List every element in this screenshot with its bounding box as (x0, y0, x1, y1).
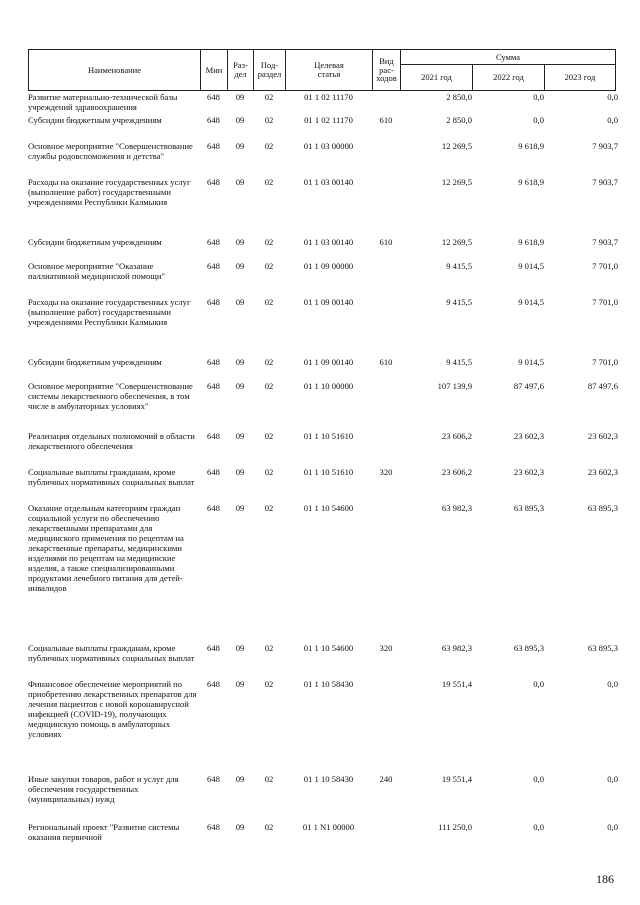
row-name: Субсидии бюджетным учреждениям (28, 115, 162, 125)
header-year-2023: 2023 год (564, 72, 596, 82)
row-name: Расходы на оказание государственных услуг (выполнение работ) государственными учреждениями Республики Калмыкия (28, 297, 191, 327)
row-sum-2022: 0,0 (533, 679, 544, 689)
row-sum-2022: 23 602,3 (513, 467, 544, 477)
row-sum-2022: 23 602,3 (513, 431, 544, 441)
header-sum: Сумма (401, 50, 615, 65)
table-row (28, 503, 618, 643)
table-row (28, 774, 618, 822)
row-sum-2022: 0,0 (533, 822, 544, 832)
row-ministry: 648 (207, 177, 220, 187)
row-sum-2021: 9 415,5 (446, 261, 472, 271)
row-subsection: 02 (264, 679, 274, 689)
row-target-article: 01 1 10 51610 (303, 431, 354, 441)
table-row (28, 643, 618, 679)
row-target-article: 01 1 09 00000 (303, 261, 354, 271)
row-sum-2023: 23 602,3 (587, 467, 618, 477)
row-sum-2022: 63 895,3 (513, 503, 544, 513)
row-name: Расходы на оказание государственных услуг (выполнение работ) государственными учреждениями Республики Калмыкия (28, 177, 191, 207)
row-target-article: 01 1 02 11170 (304, 92, 353, 102)
table-row (28, 679, 618, 774)
table-row (28, 297, 618, 357)
row-section: 09 (235, 431, 245, 441)
row-section: 09 (235, 467, 245, 477)
row-section: 09 (235, 297, 245, 307)
header-name: Наименование (29, 50, 201, 90)
row-ministry: 648 (207, 467, 220, 477)
row-section: 09 (235, 261, 245, 271)
row-sum-2021: 19 551,4 (441, 774, 472, 784)
row-section: 09 (235, 822, 245, 832)
row-target-article: 01 1 10 00000 (303, 381, 354, 391)
row-name: Социальные выплаты гражданам, кроме публичных нормативных социальных выплат (28, 643, 195, 663)
row-name: Реализация отдельных полномочий в области лекарственного обеспечения (28, 431, 195, 451)
header-year-2021: 2021 год (401, 64, 473, 90)
row-section: 09 (235, 503, 245, 513)
row-expense-type (372, 822, 400, 852)
row-sum-2022: 0,0 (533, 92, 544, 102)
row-sum-2022: 87 497,6 (513, 381, 544, 391)
budget-table (28, 92, 618, 852)
row-expense-type: 610 (379, 237, 393, 247)
row-expense-type (372, 679, 400, 774)
table-row (28, 822, 618, 852)
row-sum-2022: 63 895,3 (513, 643, 544, 653)
header-target-article: Целевая статья (286, 50, 373, 90)
table-row (28, 177, 618, 237)
row-subsection: 02 (264, 92, 274, 102)
table-row (28, 381, 618, 431)
row-target-article: 01 1 10 58430 (303, 679, 354, 689)
row-expense-type: 610 (379, 357, 393, 367)
row-ministry: 648 (207, 115, 220, 125)
page-number: 186 (596, 872, 614, 886)
row-sum-2022: 9 618,9 (518, 177, 544, 187)
row-sum-2023: 7 701,0 (592, 357, 618, 367)
row-sum-2021: 2 850,0 (446, 115, 472, 125)
row-name: Иные закупки товаров, работ и услуг для обеспечения государственных (муниципальных) нужд (28, 774, 179, 804)
row-sum-2023: 63 895,3 (587, 643, 618, 653)
row-expense-type (372, 177, 400, 237)
row-target-article: 01 1 10 54600 (303, 643, 354, 653)
row-section: 09 (235, 92, 245, 102)
row-subsection: 02 (264, 503, 274, 513)
header-year-2022: 2022 год (473, 64, 545, 90)
row-name: Социальные выплаты гражданам, кроме публичных нормативных социальных выплат (28, 467, 195, 487)
row-name: Субсидии бюджетным учреждениям (28, 357, 162, 367)
row-name: Региональный проект "Развитие системы оказания первичной (28, 822, 180, 842)
row-target-article: 01 1 09 00140 (303, 297, 354, 307)
row-sum-2021: 23 606,2 (441, 431, 472, 441)
row-sum-2021: 9 415,5 (446, 357, 472, 367)
row-expense-type (372, 297, 400, 357)
row-sum-2022: 9 014,5 (518, 261, 544, 271)
row-subsection: 02 (264, 297, 274, 307)
row-expense-type (372, 141, 400, 177)
row-ministry: 648 (207, 503, 220, 513)
row-sum-2021: 111 250,0 (438, 822, 472, 832)
row-target-article: 01 1 09 00140 (303, 357, 354, 367)
row-section: 09 (235, 643, 245, 653)
row-section: 09 (235, 141, 245, 151)
row-sum-2023: 7 903,7 (592, 141, 618, 151)
row-expense-type (372, 503, 400, 643)
row-ministry: 648 (207, 679, 220, 689)
row-sum-2021: 63 982,3 (441, 503, 472, 513)
row-sum-2023: 0,0 (607, 115, 618, 125)
row-subsection: 02 (264, 261, 274, 271)
row-section: 09 (235, 237, 245, 247)
row-sum-2021: 2 850,0 (446, 92, 472, 102)
row-subsection: 02 (264, 357, 274, 367)
row-ministry: 648 (207, 357, 220, 367)
row-sum-2021: 63 982,3 (441, 643, 472, 653)
table-row (28, 92, 618, 115)
row-subsection: 02 (264, 822, 274, 832)
row-target-article: 01 1 02 11170 (304, 115, 353, 125)
row-subsection: 02 (264, 431, 274, 441)
row-ministry: 648 (207, 141, 220, 151)
header-razdel: Раз- дел (228, 50, 254, 90)
row-ministry: 648 (207, 92, 220, 102)
row-section: 09 (235, 177, 245, 187)
row-name: Основное мероприятие "Оказание паллиативной медицинской помощи" (28, 261, 166, 281)
row-sum-2023: 0,0 (607, 92, 618, 102)
row-sum-2021: 23 606,2 (441, 467, 472, 477)
table-row (28, 141, 618, 177)
row-sum-2023: 7 903,7 (592, 177, 618, 187)
row-expense-type (372, 431, 400, 467)
row-sum-2022: 9 618,9 (518, 141, 544, 151)
row-sum-2023: 7 701,0 (592, 297, 618, 307)
row-sum-2021: 12 269,5 (441, 141, 472, 151)
header-expense-type: Вид рас- ходов (373, 50, 401, 90)
row-ministry: 648 (207, 381, 220, 391)
header-podrazdel: Под- раздел (254, 50, 286, 90)
row-subsection: 02 (264, 643, 274, 653)
row-sum-2023: 7 903,7 (592, 237, 618, 247)
row-name: Основное мероприятие "Совершенствование системы лекарственного обеспечения, в том числе в амбулаторных условиях" (28, 381, 193, 411)
row-subsection: 02 (264, 237, 274, 247)
table-row (28, 115, 618, 141)
row-sum-2021: 107 139,9 (437, 381, 472, 391)
row-sum-2023: 0,0 (607, 822, 618, 832)
row-target-article: 01 1 03 00000 (303, 141, 354, 151)
row-expense-type (372, 92, 400, 115)
row-sum-2022: 0,0 (533, 115, 544, 125)
row-sum-2021: 9 415,5 (446, 297, 472, 307)
row-sum-2022: 9 014,5 (518, 297, 544, 307)
row-section: 09 (235, 679, 245, 689)
table-row (28, 467, 618, 503)
row-sum-2021: 12 269,5 (441, 177, 472, 187)
row-name: Субсидии бюджетным учреждениям (28, 237, 162, 247)
row-target-article: 01 1 10 51610 (303, 467, 354, 477)
row-subsection: 02 (264, 177, 274, 187)
row-expense-type: 240 (379, 774, 393, 784)
row-section: 09 (235, 381, 245, 391)
row-name: Основное мероприятие "Совершенствование службы родовспоможения и детства" (28, 141, 193, 161)
row-expense-type: 320 (379, 467, 393, 477)
row-expense-type: 320 (379, 643, 393, 653)
row-expense-type (372, 261, 400, 297)
row-sum-2023: 7 701,0 (592, 261, 618, 271)
row-ministry: 648 (207, 774, 220, 784)
row-sum-2023: 0,0 (607, 679, 618, 689)
row-ministry: 648 (207, 643, 220, 653)
row-name: Развитие материально-технической базы учреждений здравоохранения (28, 92, 178, 112)
row-name: Оказание отдельным категориям граждан социальной услуги по обеспечению лекарственными препаратами для медицинского применения по рецептам на лекарственные препараты, медицинскими изделиями по рецептам на медицинские изделия, а также специализированными продуктами лечебного питания для детей-инвалидов (28, 503, 184, 593)
row-subsection: 02 (264, 381, 274, 391)
row-ministry: 648 (207, 431, 220, 441)
row-sum-2023: 0,0 (607, 774, 618, 784)
row-sum-2021: 19 551,4 (441, 679, 472, 689)
row-target-article: 01 1 03 00140 (303, 237, 354, 247)
row-sum-2023: 87 497,6 (587, 381, 618, 391)
row-name: Финансовое обеспечение мероприятий по приобретению лекарственных препаратов для лечения пациентов с новой коронавирусной инфекцией (COVID-19), получающих медицинскую помощь в амбулаторных условиях (28, 679, 197, 739)
header-min: Мин (201, 50, 228, 90)
row-ministry: 648 (207, 261, 220, 271)
row-sum-2023: 63 895,3 (587, 503, 618, 513)
row-subsection: 02 (264, 467, 274, 477)
table-row (28, 431, 618, 467)
row-target-article: 01 1 10 54600 (303, 503, 354, 513)
row-target-article: 01 1 10 58430 (303, 774, 354, 784)
row-target-article: 01 1 N1 00000 (302, 822, 355, 832)
row-section: 09 (235, 115, 245, 125)
row-sum-2022: 0,0 (533, 774, 544, 784)
row-ministry: 648 (207, 822, 220, 832)
table-row (28, 357, 618, 381)
table-header (28, 49, 616, 91)
table-row (28, 237, 618, 261)
row-ministry: 648 (207, 237, 220, 247)
row-section: 09 (235, 774, 245, 784)
table-row (28, 261, 618, 297)
row-ministry: 648 (207, 297, 220, 307)
row-target-article: 01 1 03 00140 (303, 177, 354, 187)
row-subsection: 02 (264, 141, 274, 151)
row-sum-2023: 23 602,3 (587, 431, 618, 441)
row-sum-2022: 9 618,9 (518, 237, 544, 247)
row-subsection: 02 (264, 774, 274, 784)
row-sum-2022: 9 014,5 (518, 357, 544, 367)
row-sum-2021: 12 269,5 (441, 237, 472, 247)
row-expense-type (372, 381, 400, 431)
row-expense-type: 610 (379, 115, 393, 125)
row-subsection: 02 (264, 115, 274, 125)
row-section: 09 (235, 357, 245, 367)
